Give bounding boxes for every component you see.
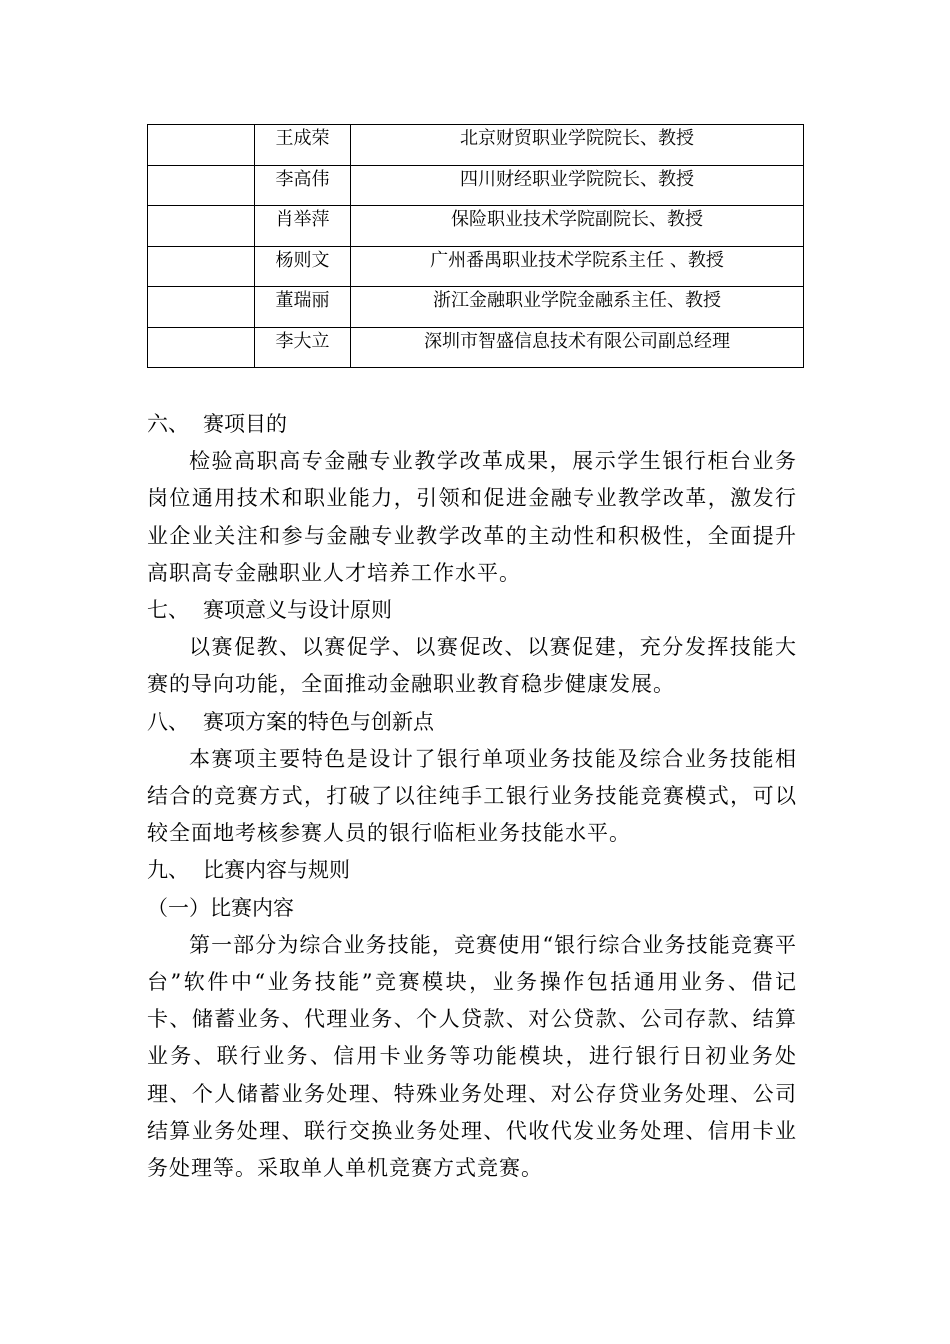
section-paragraph: 本赛项主要特色是设计了银行单项业务技能及综合业务技能相结合的竞赛方式，打破了以往纯手工银行业务技能竞赛模式，可以较全面地考核参赛人员的银行临柜业务技能水平。 [147, 746, 797, 846]
section-heading-6 [147, 406, 797, 443]
section-title: 赛项意义与设计原则 [203, 598, 392, 623]
table-row [148, 327, 804, 368]
member-title: 浙江金融职业学院金融系主任、教授 [351, 287, 804, 328]
member-title: 四川财经职业学院院长、教授 [351, 165, 804, 206]
section-number: 六、 [147, 412, 189, 436]
section-heading-9 [147, 852, 797, 889]
subsection-heading: （一）比赛内容 [147, 895, 294, 920]
document-body [147, 406, 797, 1187]
table-cell-group [148, 125, 255, 166]
member-name: 董瑞丽 [255, 287, 351, 328]
section-title: 比赛内容与规则 [203, 858, 350, 883]
section-paragraph: 检验高职高专金融专业教学改革成果，展示学生银行柜台业务岗位通用技术和职业能力，引领和促进金融专业教学改革，激发行业企业关注和参与金融专业教学改革的主动性和积极性，全面提升高职高专金融职业人才培养工作水平。 [147, 449, 797, 585]
member-title: 广州番禺职业技术学院系主任 、教授 [351, 246, 804, 287]
table-cell-group [148, 206, 255, 247]
table-row [148, 287, 804, 328]
member-name: 杨则文 [255, 246, 351, 287]
section-paragraph: 以赛促教、以赛促学、以赛促改、以赛促建，充分发挥技能大赛的导向功能，全面推动金融职业教育稳步健康发展。 [147, 635, 797, 697]
section-number: 七、 [147, 598, 189, 623]
section-number: 八、 [147, 709, 189, 734]
section-paragraph: 第一部分为综合业务技能，竞赛使用“银行综合业务技能竞赛平台”软件中“业务技能”竞赛模块，业务操作包括通用业务、借记卡、储蓄业务、代理业务、个人贷款、对公贷款、公司存款、结算业务、联行业务、信用卡业务等功能模块，进行银行日初业务处理、个人储蓄业务处理、特殊业务处理、对公存贷业务处理、公司结算业务处理、联行交换业务处理、代收代发业务处理、信用卡业务处理等。采取单人单机竞赛方式竞赛。 [147, 932, 797, 1181]
section-number: 九、 [147, 858, 189, 883]
section-heading-8 [147, 704, 797, 741]
table-cell-group [148, 246, 255, 287]
member-title: 保险职业技术学院副院长、教授 [351, 206, 804, 247]
table-cell-group [148, 327, 255, 368]
member-name: 肖举萍 [255, 206, 351, 247]
section-title: 赛项目的 [203, 412, 287, 436]
member-name: 李高伟 [255, 165, 351, 206]
table-row [148, 125, 804, 166]
member-name: 李大立 [255, 327, 351, 368]
member-title: 北京财贸职业学院院长、教授 [351, 125, 804, 166]
table-cell-group [148, 287, 255, 328]
table-row [148, 165, 804, 206]
table-row [148, 206, 804, 247]
committee-table [147, 124, 804, 368]
member-title: 深圳市智盛信息技术有限公司副总经理 [351, 327, 804, 368]
section-title: 赛项方案的特色与创新点 [203, 709, 434, 734]
table-cell-group [148, 165, 255, 206]
table-row [148, 246, 804, 287]
section-heading-7 [147, 592, 797, 629]
member-name: 王成荣 [255, 125, 351, 166]
